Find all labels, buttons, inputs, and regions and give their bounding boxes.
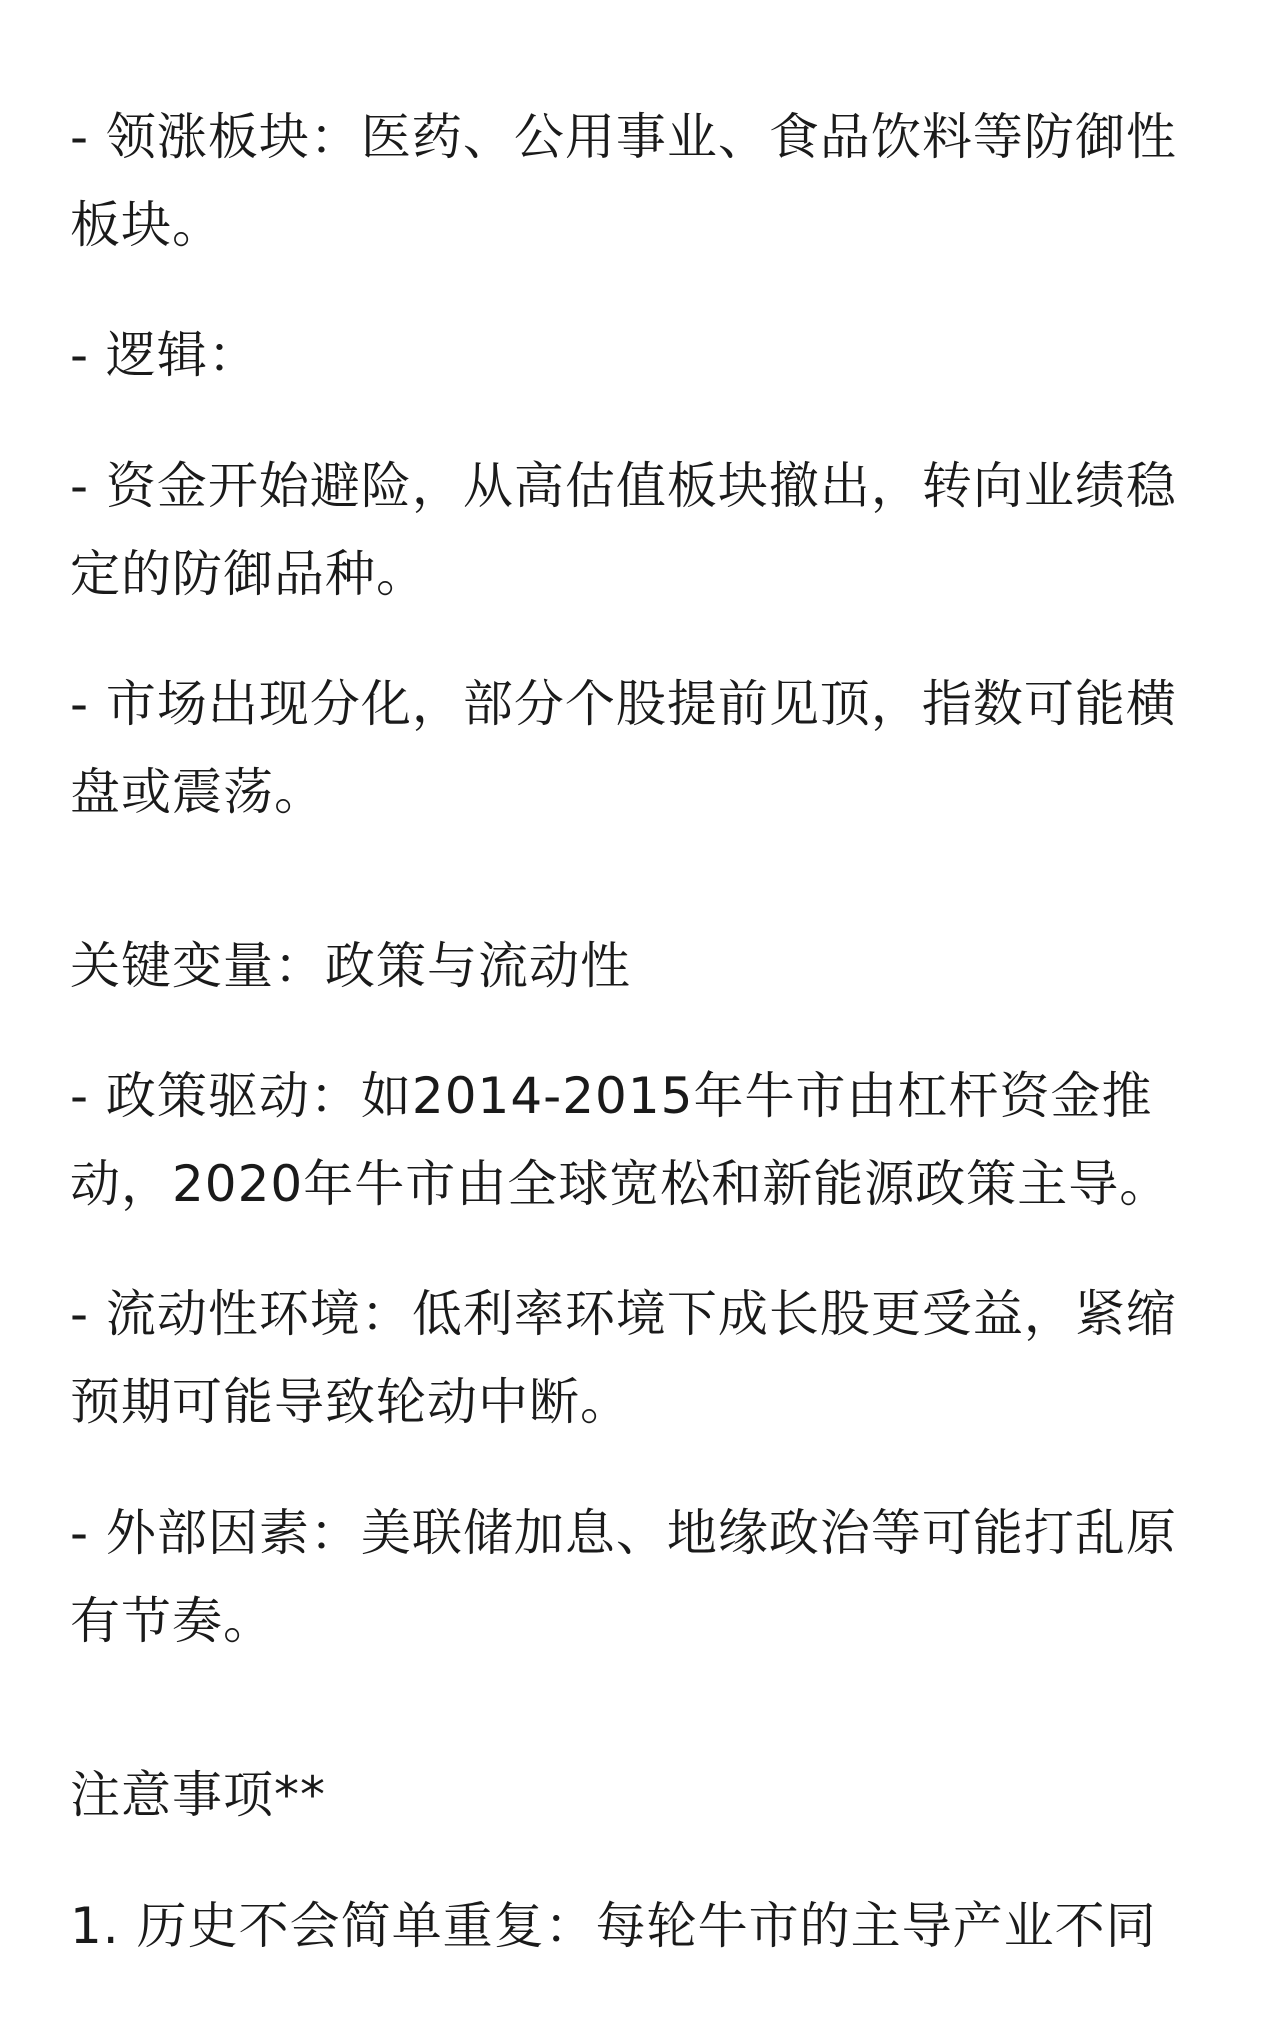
section-heading-notes: 注意事项** <box>70 1766 326 1824</box>
paragraph-leading-sectors: - 领涨板块：医药、公用事业、食品饮料等防御性板块。 <box>70 108 1177 254</box>
section-heading-key-variables: 关键变量：政策与流动性 <box>70 937 631 995</box>
paragraph-external-factors: - 外部因素：美联储加息、地缘政治等可能打乱原有节奏。 <box>70 1504 1177 1650</box>
paragraph-logic-heading: - 逻辑： <box>70 326 259 384</box>
paragraph-policy-driven: - 政策驱动：如2014-2015年牛市由杠杆资金推动，2020年牛市由全球宽松和新能源政策主导。 <box>70 1067 1171 1213</box>
paragraph-market-divergence: - 市场出现分化，部分个股提前见顶，指数可能横盘或震荡。 <box>70 675 1177 821</box>
list-item-history: 1. 历史不会简单重复：每轮牛市的主导产业不同 <box>70 1897 1157 1955</box>
paragraph-liquidity: - 流动性环境：低利率环境下成长股更受益，紧缩预期可能导致轮动中断。 <box>70 1285 1177 1431</box>
paragraph-funds-hedge: - 资金开始避险，从高估值板块撤出，转向业绩稳定的防御品种。 <box>70 457 1177 603</box>
